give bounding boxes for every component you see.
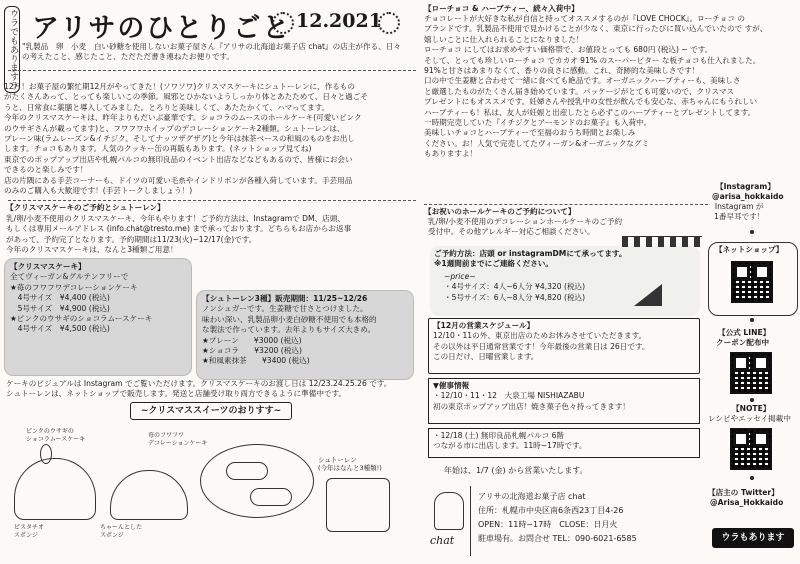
box-line: ★プレーン ¥3000 (税込) bbox=[202, 335, 302, 345]
body-line: うと、日常食に薬膳と導入してみました。とろりと美味しくて、あたたかくて、ハマってます。 bbox=[4, 102, 330, 112]
choco-line: 一時期完売していた『イチジクとアーモンドのお菓子』も入荷中。 bbox=[424, 118, 652, 128]
price-line: ・5号サイズ：6人~8人分 ¥4,820 (税込) bbox=[444, 292, 586, 302]
box-line: 5号サイズ ¥4,900 (税込) bbox=[10, 303, 110, 313]
divider bbox=[8, 200, 416, 201]
xmas-line: もしくは専用メールアドレス (info.chat@tresto.me) まで承っております。どちらもお店からお返事 bbox=[6, 224, 352, 234]
shop-contact: 駐車場有。お問合せ TEL：090-6021-6585 bbox=[478, 534, 637, 543]
choco-heading: 【ローチョコ & ハーブティー、続々入荷中】 bbox=[424, 4, 579, 13]
choco-text bbox=[424, 14, 798, 160]
xmas-line: 乳/卵/小麦不使用のクリスマスケーキ、今年もやります！ご予約方法は、Instagramで DM、店頭、 bbox=[6, 214, 345, 223]
choco-line: チョコレートが大好きな私が自信と持ってオススメするのが『LOVE CHOCK』。ローチョコ の bbox=[424, 14, 745, 23]
rabbit-ears-icon bbox=[40, 444, 52, 464]
news-heading: ▼催事情報 bbox=[433, 381, 470, 390]
body-line: します。チョコもあります。人気のクッキー缶の再販もあります。(ネットショップ見てね) bbox=[4, 144, 312, 154]
box-line: 【シュトーレン3種】販売期間：11/25~12/26 bbox=[202, 294, 368, 303]
schedule-heading: 【12月の営業スケジュール】 bbox=[433, 321, 535, 330]
vertical-tag bbox=[4, 6, 20, 93]
schedule-line: 12/10・11の外、東京出店のためお休みさせていただきます。 bbox=[433, 331, 647, 341]
bullet-icon bbox=[750, 476, 754, 480]
body-line: 12月！お菓子屋の繁忙期12月がやってきた！(ソワソワ)クリスマスケーキにシュトーレンに、作るもの bbox=[4, 82, 355, 91]
choco-line: プレゼントにもオススメです。妊婦さんや授乳中の女性が飲んでも安心な、赤ちゃんにもうれしい bbox=[424, 97, 758, 107]
banner-text: ~クリスマススイーツのおりすす~ bbox=[140, 406, 282, 416]
order-line: 受付中。その他アレルギー対応ご相談ください。 bbox=[428, 227, 595, 237]
choco-line: 美味しいチョコとハーブティーで至福のおうち時間とお楽しみ bbox=[424, 128, 636, 138]
netshop-qr-code[interactable] bbox=[731, 261, 773, 303]
shop-hours: OPEN：11時~17時 CLOSE：日月火 bbox=[478, 520, 618, 529]
price-title: ~price~ bbox=[444, 271, 476, 281]
sketch-label: シュトーレン (今年はなんと3種類!) bbox=[318, 456, 382, 472]
bullet-icon bbox=[750, 318, 754, 322]
xmas-heading: 【クリスマスケーキのご予約とシュトーレン】 bbox=[6, 203, 165, 212]
order-text bbox=[428, 217, 708, 238]
line-note: クーポン配布中 bbox=[716, 338, 770, 347]
stollen-bag-sketch bbox=[326, 478, 390, 532]
xmas-cakes-box bbox=[4, 258, 192, 376]
page-title: アリサのひとりごと bbox=[32, 13, 292, 44]
netshop-panel bbox=[708, 242, 798, 316]
xmas-footer-line: ケーキのビジュアルは Instagram でご覧いただけます。クリスマスケーキのお渡し日は 12/23.24.25.26 です。 bbox=[6, 379, 392, 388]
note-label: 【NOTE】 bbox=[732, 404, 771, 413]
issue-date: 12.2021 bbox=[296, 10, 382, 32]
note-note: レシピやエッセイ掲載中 bbox=[708, 414, 791, 423]
xmas-footer-line: シュトーレンは、ネットショップで販売します。発送と店舗受け取り両方できるように準備中です。 bbox=[6, 389, 347, 399]
box-line: ★ピンクのウサギのショコラムースケーキ bbox=[10, 314, 153, 324]
schedule-line: その以外は平日通常営業です！今年最後の営業日は 26日です。 bbox=[433, 341, 650, 351]
netshop-label: 【ネットショップ】 bbox=[715, 245, 784, 254]
strawberry-cake-sketch bbox=[110, 470, 188, 520]
instagram-handle[interactable]: @arisa_hokkaido bbox=[712, 192, 784, 201]
body-line: できるのと楽しみです！ bbox=[4, 165, 88, 175]
note-qr-code[interactable] bbox=[730, 428, 772, 470]
sidebar bbox=[706, 176, 798, 560]
box-line: な製法で作っています。去年よりもサイズ大きめ。 bbox=[202, 325, 376, 335]
vertical-tag-text: ウラでもありますラ bbox=[8, 9, 18, 90]
choco-line: もありますよ！ bbox=[424, 149, 478, 159]
choco-line: ください。お！人気で完売してたヴィーガン&オーガニックなグミ bbox=[424, 138, 650, 148]
box-line: 4号サイズ ¥4,500 (税込) bbox=[10, 324, 110, 334]
body-line: がたくさんあって、とっても楽しいこの季節。風邪とひかないようしっかり体とあたためて、日々と過ごそ bbox=[4, 92, 368, 102]
choco-line: そして、とっても珍しいローチョコ でカカオ 91% のスーパービター な板チョコも仕入れました。 bbox=[424, 55, 761, 65]
twitter-label: 【店主の Twitter】 bbox=[708, 488, 779, 497]
order-line: 乳/卵/小麦不使用のデコレーションホールケーキのご予約 bbox=[428, 217, 623, 226]
order-note: ※1週間前までにご連絡ください。 bbox=[434, 259, 553, 269]
choco-line: と厳選したものがたくさん届き始めています。パッケージがとても可愛いので、クリスマス bbox=[424, 86, 735, 96]
box-line: 味わい深い、乳製品卵小麦白砂糖不使用でも本格的 bbox=[202, 314, 377, 324]
bunting-icon bbox=[622, 236, 702, 247]
box-line: ★苺のフワフワデコレーションケーキ bbox=[10, 282, 138, 292]
box-line: ★和風素抹茶 ¥3400 (税込) bbox=[202, 356, 310, 366]
divider bbox=[470, 486, 471, 556]
instagram-label: 【Instagram】 bbox=[716, 182, 775, 191]
sketch-label: ピンクのウサギの ショコラムースケーキ bbox=[26, 428, 86, 443]
stollen-box bbox=[196, 290, 414, 380]
choco-line: ブランドです。乳製品不使用で見かけることが少なく、東京に行ったびに買い込んでいたので すが、 bbox=[424, 24, 768, 34]
body-line: のみのご購入も大歓迎です！(手芸トークしましょう！) bbox=[4, 186, 193, 196]
news-line: ・12/10・11・12 大泉工場 NISHIAZABU bbox=[433, 391, 585, 401]
flower-icon bbox=[272, 12, 294, 34]
stollen-sketch bbox=[226, 462, 268, 480]
news-line: つながる市に出店します。11時~17時です。 bbox=[433, 441, 587, 451]
schedule-box bbox=[428, 318, 700, 374]
choco-line: 嬉しいことに仕入れられることになりました！ bbox=[424, 34, 584, 44]
bullet-icon bbox=[750, 398, 754, 402]
line-label: 【公式 LINE】 bbox=[718, 328, 771, 337]
cat-sketch-icon bbox=[434, 492, 464, 530]
box-line: 4号サイズ ¥4,400 (税込) bbox=[10, 293, 110, 303]
box-line: 全てヴィーガン&グルテンフリーで bbox=[10, 272, 129, 282]
flower-icon bbox=[378, 12, 400, 34]
box-line: ノンシュガーです。生姜糖で甘さとつけました。 bbox=[202, 304, 368, 314]
stollen-plate-sketch bbox=[200, 444, 314, 518]
sketch-label: ちゃーんとした スポンジ bbox=[100, 524, 143, 539]
news-line: ・12/18 (土) 無印良品札幌パルコ 6階 bbox=[433, 431, 565, 440]
ura-badge bbox=[712, 528, 794, 548]
sketch-label: 苺のフワフワ デコレーションケーキ bbox=[148, 432, 208, 447]
signature: chat bbox=[430, 536, 455, 547]
body-line: 店の片隅にある手芸コーナーも、ドイツの可愛い毛糸やインドリボンが各種入荷しています。手芸用品 bbox=[4, 175, 353, 185]
choco-line: 91%と甘さはあまりなくて、香りの良さに感動。これ、奇跡的な美味しさです！ bbox=[424, 66, 700, 76]
intro-text: "乳製品 卵 小麦 白い砂糖を使用しないお菓子屋さん『アリサの北海道お菓子店 chat』の店主が作る、日々 の考えたこと、感じたこと、ただただ書き連ねたお便りです。 bbox=[22, 42, 401, 62]
line-qr-code[interactable] bbox=[730, 352, 772, 394]
news-box bbox=[428, 378, 700, 424]
order-method: ご予約方法：店頭 or instagramDMにて承ってます。 bbox=[434, 249, 627, 258]
instagram-note: Instagram が 1番早耳です！ bbox=[714, 202, 765, 222]
bullet-icon bbox=[750, 230, 754, 234]
choco-line: 口の中で生姜糖と合わせて一緒に食べても絶品です。オーガニックハーブティーも、美味しさ bbox=[424, 76, 741, 86]
ura-badge-text: ウラもあります bbox=[721, 533, 785, 543]
divider bbox=[424, 204, 708, 205]
rabbit-cake-sketch bbox=[14, 458, 96, 520]
shop-info bbox=[428, 484, 704, 560]
news-box-2 bbox=[428, 428, 700, 458]
shop-info-text bbox=[478, 490, 637, 546]
cake-slice-icon bbox=[634, 284, 662, 306]
price-line: ・4号サイズ：4人~6人分 ¥4,320 (税込) bbox=[444, 282, 586, 292]
divider bbox=[8, 70, 416, 71]
body-text bbox=[4, 82, 416, 196]
stollen-sketch bbox=[250, 488, 292, 506]
box-line: ★ショコラ ¥3200 (税込) bbox=[202, 346, 302, 356]
xmas-intro bbox=[6, 214, 416, 256]
sweets-banner bbox=[130, 402, 292, 420]
shop-name: アリサの北海道お菓子店 chat bbox=[478, 492, 586, 501]
body-line: 今年のクリスマスケーキは、昨年よりもだいぶ豪華です。ショコラのムースのホールケーキ(可愛いピンク bbox=[4, 113, 362, 123]
body-line: 東京でのポップアップ出店や札幌パルコの無印良品のイベント出店などなどもあるので、皆様にお会い bbox=[4, 154, 353, 164]
shop-address: 住所：札幌市中央区南6条西23丁目4-26 bbox=[478, 506, 624, 515]
box-line: 【クリスマスケーキ】 bbox=[10, 262, 86, 271]
xmas-footer bbox=[6, 379, 416, 400]
new-year-notice: 年始は、1/7 (金) から営業いたします。 bbox=[444, 466, 588, 475]
xmas-line: があって、予約完了となります。予約期間は11/23(火)~12/17(金)です。 bbox=[6, 234, 257, 244]
order-heading: 【お祝いのホールケーキのご予約について】 bbox=[424, 207, 576, 216]
twitter-handle[interactable]: @Arisa_Hokkaido bbox=[710, 498, 784, 507]
body-line: プレーン味(ラムレーズン&イチジク、そしてナッツザグザグ)と今年は抹茶ベースの和風のものをお出し bbox=[4, 134, 355, 144]
schedule-line: この日だけ、日曜営業します。 bbox=[433, 352, 539, 362]
xmas-line: 今年のクリスマスケーキは、なんと3種類ご用意！ bbox=[6, 245, 178, 255]
news-line: 初の東京ポップアップ出店！焼き菓子色々持ってきます！ bbox=[433, 401, 630, 411]
sketch-label: ピスタチオ スポンジ bbox=[14, 524, 44, 539]
choco-line: ローチョコ にしてはお求めやすい価格帯で、お値段とっても 680円 (税込) ~ です。 bbox=[424, 45, 713, 55]
body-line: のウサギさんが載ってます)と、フワフワホイップのデコレーションケーキ2種類。シュトーレンは、 bbox=[4, 123, 345, 133]
choco-line: ハーブティーも！私は、友人が妊娠と出産したとら必ずこのハーブティーとプレゼントしてます。 bbox=[424, 107, 756, 117]
